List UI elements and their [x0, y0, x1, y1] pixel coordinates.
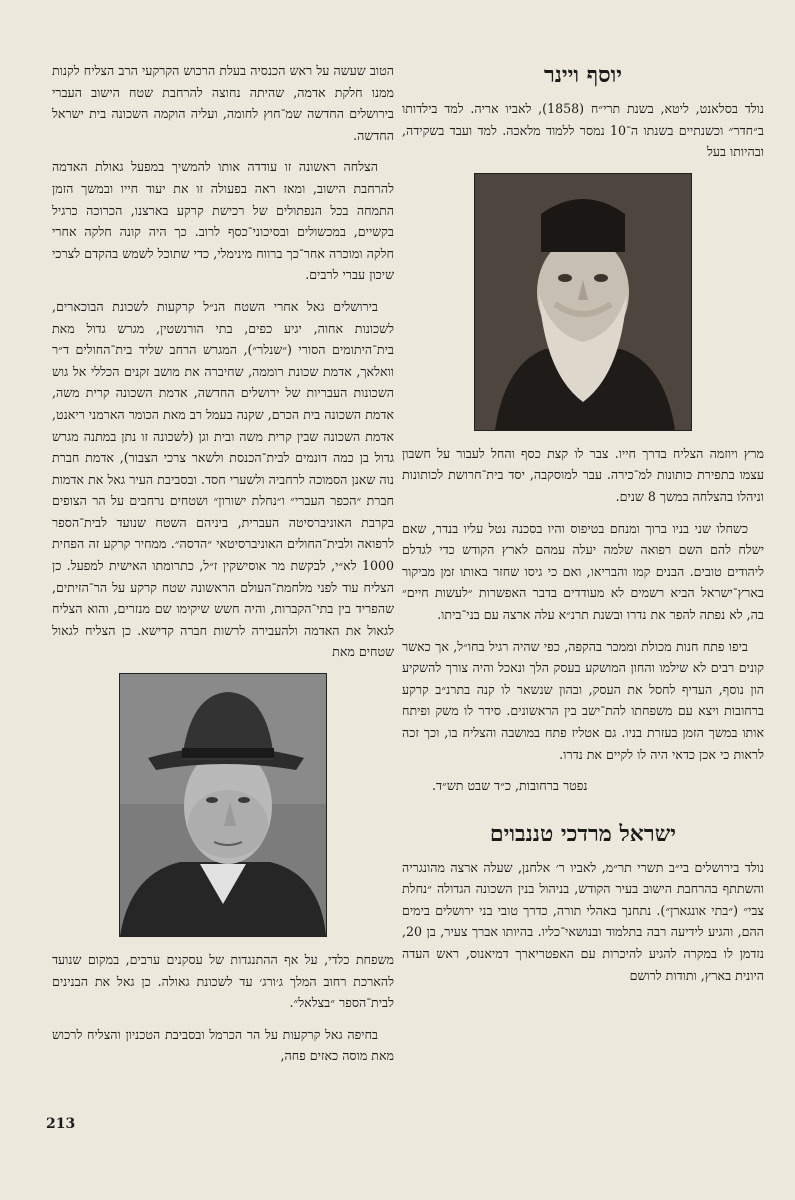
left-column [52, 60, 394, 1077]
left-paragraph-2: הצלחה ראשונה זו עודדה אותו להמשיך במפעל גאולת האדמה להרחבת הישוב, ומאז ראה בפעולה זו את יעוד חייו ובמשך הזמן התמחה בכל הנפתולים של רכישת קרקע בארצנו, הכרוכה כרגיל בקשיים, במכשולים ובסיכוני־כסף לרוב. כך היה קונה חלקה אחרי חלקה ומוכרה אחר־כך ברווח מינימלי, כדי שתוכל לשמש בהקדם לצרכי שיכון עברי לרבים. [52, 159, 394, 283]
left-paragraph-1: הטוב שעשה על ראש הכנסיה בעלת הרכוש הקרקעי הרב הצליח לקנות ממנו חלקת אדמה, שהיתה נחוצה להרחבת שטח הישוב העברי בירושלים החדשה שמ־חוץ לחומה, ועליה הוקמה השכונה בית ישראל החדשה. [52, 63, 394, 143]
left-paragraph-4: משפחת כלדי, על אף ההתנגדות של עסקנים ערבים, במקום שנועד להארכת רחוב המלך ג׳ורג׳ עד לשכונת גאולה. כן גאל את הבנינים לבית־הספר ״בצלאל״. [52, 952, 394, 1011]
left-paragraph-3: בירושלים גאל אחרי השטח הנ״ל קרקעות לשכונת הבוכארים, לשכונות אחוה, יגיע כפים, בתי הורנשטין, מגרש גדול מאת בית־היתומים הסורי (״שנלר״), המגרש הרחב שליד בית־החולים ד״ר וואלאך, אדמת שכונת רוממה, שחיברה את מושב זקנים הכללי אל גוש השכונות העבריות של ירושלים החדשה, אדמת השכונה קרית משה, אדמת השכונה בית הכרם, שקנה בעמל רב מאת הכומר הארמני ריאנט, אדמת השכונה שבין קרית משה ובית וגן (לשכונה זו נתן במתנה מגרש גדול בן כמה דונמים לבית־הכנסת ולשאר צרכי הצבור), אדמת חברת נוה שאנן הסמוכה לרחביה ולשערי חסד. ובסביבת העיר גאל את אדמות חברת ״הכפר העברי״ ו״נחלת ישורון״ ושטחים נרחבים על הר הצופים בקרבת האוניברסיטה העברית, ביניהם השטח שנועד לבית־הספר לרפואה ולבית־החולים האוניברסיטאי ״הדסה״. ממחיר קרקע זה הפחית 1000 לא״י, לבקשת מר אוסישקין ז״ל, כתרומתו האישית למפעל. כן הצליח עוד לפני מלחמת־העולם הראשונה שטח קרקע על הר־הזיתים, שהפריד בין בתי־הקברות, והיה חשש שיקימו שם מנזרים, והוא הצליח לגאול את האדמה ולהעבירה לרשות חברה קדישא. כן הצליח לגאול שטחים מאת [52, 298, 394, 660]
portrait-photo-israel-tenenbaum [119, 673, 327, 937]
bio1-paragraph-3: כשחלו שני בניו ברוך ומנחם בטיפוס והיו בסכנה נטל עליו בנדר, שאם ישלח להם השם רפואה שלמה יעלה עמהם לארץ הקודש כדי לגדלם ליהודים טובים. הבנים קמו והבריאו, ואם כי גיסו שחזר באותו זמן מביקור בארץ־ישראל הביא רשמים לא מעודדים בדבר האפשרות ״לעשות חיים״ בה, לא נפתה להפר את נדרו ובשנת תרנ״א עלה ארצה עם בני־ביתו. [402, 520, 764, 622]
bio1-death-date: נפטר ברחובות, כ״ד שבט תש״ד. [432, 778, 588, 794]
bio1-paragraph-1: נולד בסלאנט, ליטא, בשנת תרי״ח (1858), לאביו אריה. למד בילדותו ב״חדר״ וכשנתיים בשנתו ה־10 נמסר ללמוד מלאכה. למד ועבד בשקידה, ובהיותו בעל [402, 101, 764, 160]
right-column [402, 60, 764, 996]
bio1-paragraph-2: מרץ ויוזמה הצליח בדרך חייו. צבר לו קצת כסף והחל לעבור על חשבון עצמו בתפירת כותונות למ־כירה. עבר למוסקבה, יסד בית־חרושת לכותונות וניהלו בהצלחה במשך 8 שנים. [402, 445, 764, 504]
left-paragraph-5: בחיפה גאל קרקעות על הר הכרמל ובסביבת הטכניון והצליח לרכוש מאת מוסה כאזים פחה, [52, 1026, 394, 1064]
bio-heading-israel-tenenbaum: ישראל מרדכי טננבוים [489, 820, 677, 847]
bio2-paragraph-1: נולד בירושלים בי״ב תשרי תר״מ, לאביו ר׳ אלחנן, שעלה ארצה מהונגריה והשתתף בהרחבת הישוב בעיר הקודש, בניהול בנין השכונה הגדולה ״נחלת צבי״ (״בתי אונגארן״). נתחנך באהלי תורה, כדרך טובי בני ירושלים בימים ההם, והגיע לידיעה רבה בתלמוד ובנושאי־כליו. בהיותו אברך צעיר, בן 20, נזדמן לו במקרה להגיע להיכרות עם האפטריארך דמיאנוס, ראש העדה היונית בארץ, ותודות לרושם [402, 859, 764, 983]
bio-heading-yosef-weiner: יוסף ויינר [543, 62, 623, 88]
bio1-paragraph-4: ביפו פתח חנות מכולת וממכר בהקפה, כפי שהיה רגיל בחו״ל, אך כאשר קונים רבים לא שילמו והחון המושקע בעסק הלך ונאכל והיה צורך להשקיע הון נוסף, העדיף לחסל את העסק, ובהון שנשאר לו קנה בתרנ״ב קרקע ברחובות ויצא עם משפחתו להת־ישב בין הראשונים. סידר לו משק ופיתח אותו במשך הזמן בעזרת בניו. גם אטליז פתח במושבה והצליח בו, וכך זכה לראות כי אכן כדאי היה לו לקיים את נדרו. [402, 638, 764, 762]
page-number: 213 [46, 1116, 76, 1132]
portrait-photo-yosef-weiner [474, 173, 692, 431]
